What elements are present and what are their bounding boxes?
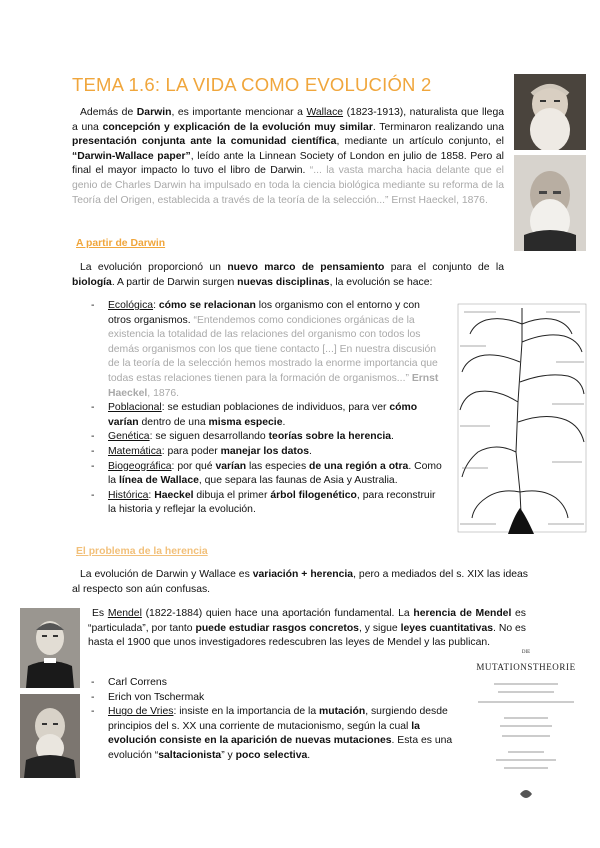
mendel-paragraph xyxy=(88,607,526,651)
list-item-poblacional xyxy=(91,401,445,430)
text: es “particulada”, por tanto xyxy=(88,608,527,634)
text: . Como la xyxy=(108,460,442,487)
darwin-portrait xyxy=(514,74,586,150)
bold-text: leyes cuantitativas xyxy=(400,622,494,634)
researchers-list xyxy=(91,676,455,764)
bold-text: presentación conjunta ante la comunidad científica xyxy=(72,136,337,148)
text: . Esta es una evolución “ xyxy=(108,735,453,761)
bold-text: la evolución consiste en la aparición de nuevas mutaciones xyxy=(108,720,420,747)
text: : xyxy=(148,489,155,501)
term: Poblacional xyxy=(108,402,162,414)
text: . Terminaron realizando una xyxy=(372,121,504,133)
haeckel-quote: “Entendemos como condiciones orgánicas de la existencia la totalidad de las relaciones del organismo con todos los demás organismos con los que tiene contacto [...] En nuestra discusión de la teoría de la selección hemos mostrado la enorme importancia que todas estas relaciones tienen para la formación de organismos...” xyxy=(108,314,438,384)
list-item-matematica xyxy=(91,445,445,460)
bold-text: nuevo marco de pensamiento xyxy=(227,262,385,273)
mendel-portrait xyxy=(20,608,80,688)
text: , leído ante la Linnean Society of London en julio de 1858. Pero al final el mayor impacto lo tuvo el libro de Darwin. xyxy=(72,150,504,177)
bold-text: herencia de Mendel xyxy=(413,608,512,619)
text: las especies xyxy=(246,460,310,472)
text: (1823-1913), naturalista que llega a una xyxy=(72,107,505,133)
term: Genética xyxy=(108,431,150,443)
text: : xyxy=(153,300,159,311)
bold-text: cómo se relacionan xyxy=(158,300,256,311)
text: Además de xyxy=(80,107,137,118)
section-heading-herencia: El problema de la herencia xyxy=(76,546,208,557)
list-item-correns: - Carl Correns xyxy=(91,676,455,691)
quote-author: Ernst Haeckel xyxy=(108,372,439,399)
text: : por qué xyxy=(171,460,216,472)
text: La evolución de Darwin y Wallace es xyxy=(80,569,253,580)
bold-text: concepción y explicación de la evolución muy similar xyxy=(102,121,373,133)
list-item-de-vries xyxy=(91,705,455,763)
text: dentro de una xyxy=(138,416,209,428)
bold-text: árbol filogenético xyxy=(270,489,357,501)
list-item-genetica xyxy=(91,430,445,445)
bold-text: cómo varían xyxy=(108,402,418,428)
quote-year: , 1876. xyxy=(147,387,180,399)
mutationstheorie-title-page xyxy=(464,648,588,808)
bold-text: Haeckel xyxy=(154,489,194,501)
text: Es xyxy=(92,608,108,619)
term: Matemática xyxy=(108,445,162,457)
bold-text: línea de Wallace xyxy=(118,475,199,487)
intro-paragraph xyxy=(72,106,504,208)
de-vries-portrait xyxy=(20,694,80,778)
text: : para poder xyxy=(161,445,221,457)
list-item-biogeografica xyxy=(91,460,445,489)
haeckel-tree-illustration xyxy=(456,302,588,534)
darwin-name: Darwin xyxy=(136,107,172,118)
text: . xyxy=(282,416,286,428)
text: : insiste en la importancia de la xyxy=(173,706,320,718)
book-header: DIE xyxy=(521,650,531,655)
text: los organismo con el entorno y con otros organismos. xyxy=(108,300,420,326)
text: , mediante un artículo conjunto, el xyxy=(336,136,504,148)
bold-text: saltacionista xyxy=(158,749,222,761)
text: . xyxy=(309,445,312,457)
bold-text: poco selectiva xyxy=(235,749,308,761)
text: , es importante mencionar a xyxy=(171,107,307,118)
term: Histórica xyxy=(108,489,149,501)
disciplines-list xyxy=(91,299,445,518)
text: : se siguen desarrollando xyxy=(149,431,269,443)
bold-text: teorías sobre la herencia xyxy=(268,431,392,443)
text: , que separa las faunas de Asia y Australia. xyxy=(198,475,398,487)
bold-text: “Darwin-Wallace paper” xyxy=(72,150,191,162)
text: . A partir de Darwin surgen xyxy=(111,276,238,288)
text: , la evolución se hace: xyxy=(329,276,433,288)
text: , para reconstruir la historia y reflejar la evolución. xyxy=(108,489,436,516)
text: La evolución proporcionó un xyxy=(80,262,228,273)
haeckel-quote: “... la vasta marcha hacia delante que el genio de Charles Darwin ha impulsado en toda la ciencia biológica mediante su reforma de la Teoría del Origen, establecida a través de la teoría de la selección...” Ernst Haeckel, 1876. xyxy=(72,165,504,206)
list-item-ecologica xyxy=(91,299,445,401)
section1-paragraph xyxy=(72,261,504,290)
term: Hugo de Vries xyxy=(108,706,174,718)
text: (1822-1884) quien hace una aportación fundamental. La xyxy=(141,608,414,619)
text: . xyxy=(391,431,394,443)
bold-text: de una región a otra xyxy=(309,460,409,472)
bold-text: manejar los datos xyxy=(220,445,309,457)
bold-text: biología xyxy=(72,276,112,288)
term: Ecológica xyxy=(108,300,154,311)
text: . No es hasta el 1900 que unos investigadores redescubren las leyes de Mendel y las publican. xyxy=(88,622,526,649)
text: dibuja el primer xyxy=(193,489,271,501)
text: : se estudian poblaciones de individuos, para ver xyxy=(161,402,390,414)
bold-text: puede estudiar rasgos concretos xyxy=(195,622,359,634)
text: ” y xyxy=(221,749,236,761)
list-item-tschermak: - Erich von Tschermak xyxy=(91,691,455,706)
bold-text: variación + herencia xyxy=(252,569,354,580)
bold-text: mutación xyxy=(319,706,366,718)
list-item-historica xyxy=(91,489,445,518)
wallace-portrait xyxy=(514,155,586,251)
term: Biogeográfica xyxy=(108,460,172,472)
wallace-name: Wallace xyxy=(306,107,344,118)
mendel-name: Mendel xyxy=(107,608,142,619)
page-title: TEMA 1.6: LA VIDA COMO EVOLUCIÓN 2 xyxy=(72,74,432,95)
bold-text: nuevas disciplinas xyxy=(237,276,330,288)
text: , pero a mediados del s. XIX las ideas al respecto son aún confusas. xyxy=(72,569,528,595)
section2-paragraph xyxy=(72,568,528,597)
text: , surgiendo desde principios del s. XX una corriente de mutacionismo, según la cual xyxy=(108,706,448,732)
bold-text: varían xyxy=(215,460,247,472)
text: . xyxy=(307,749,311,761)
bold-text: misma especie xyxy=(208,416,283,428)
text: , y sigue xyxy=(358,622,401,634)
section-heading-darwin: A partir de Darwin xyxy=(76,238,166,249)
text: para el conjunto de la xyxy=(384,262,504,273)
book-title: MUTATIONSTHEORIE xyxy=(476,662,576,672)
